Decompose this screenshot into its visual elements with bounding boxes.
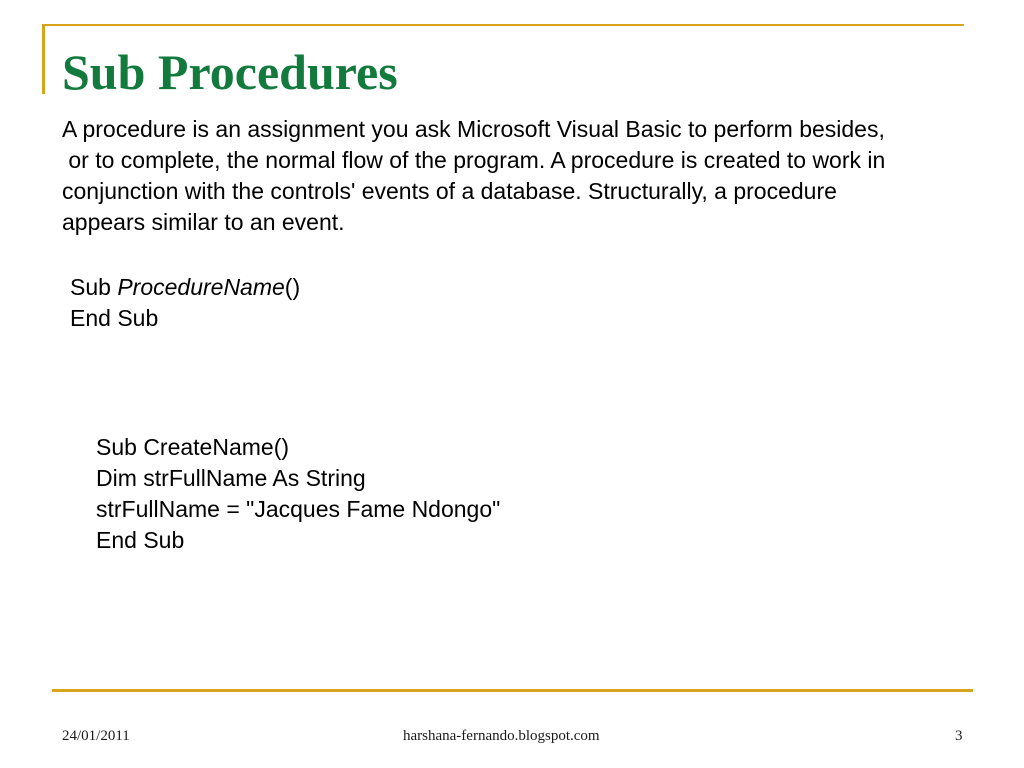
intro-line: or to complete, the normal flow of the program. A procedure is created to work in xyxy=(62,147,886,173)
frame-left-accent xyxy=(42,24,45,94)
syntax-procedure-name: ProcedureName xyxy=(117,274,285,300)
syntax-sub-line xyxy=(70,272,300,303)
footer-rule xyxy=(52,689,973,692)
syntax-parens: () xyxy=(284,274,301,300)
footer-page-number: 3 xyxy=(955,728,963,744)
intro-line: conjunction with the controls' events of a database. Structurally, a procedure xyxy=(62,178,837,204)
intro-line: appears similar to an event. xyxy=(62,209,345,235)
syntax-block xyxy=(70,272,300,334)
syntax-keyword: Sub xyxy=(70,274,118,300)
example-line: Sub CreateName() xyxy=(96,434,290,460)
slide-title: Sub Procedures xyxy=(62,44,398,100)
example-line: Dim strFullName As String xyxy=(96,465,366,491)
syntax-end-line: End Sub xyxy=(70,305,159,331)
footer-site: harshana-fernando.blogspot.com xyxy=(403,728,600,744)
intro-paragraph xyxy=(62,114,1002,238)
frame-top-rule xyxy=(42,24,964,26)
example-line: strFullName = "Jacques Fame Ndongo" xyxy=(96,496,501,522)
intro-line: A procedure is an assignment you ask Microsoft Visual Basic to perform besides, xyxy=(62,116,885,142)
example-line: End Sub xyxy=(96,527,185,553)
example-code-block xyxy=(96,432,500,556)
footer-date: 24/01/2011 xyxy=(62,728,130,744)
